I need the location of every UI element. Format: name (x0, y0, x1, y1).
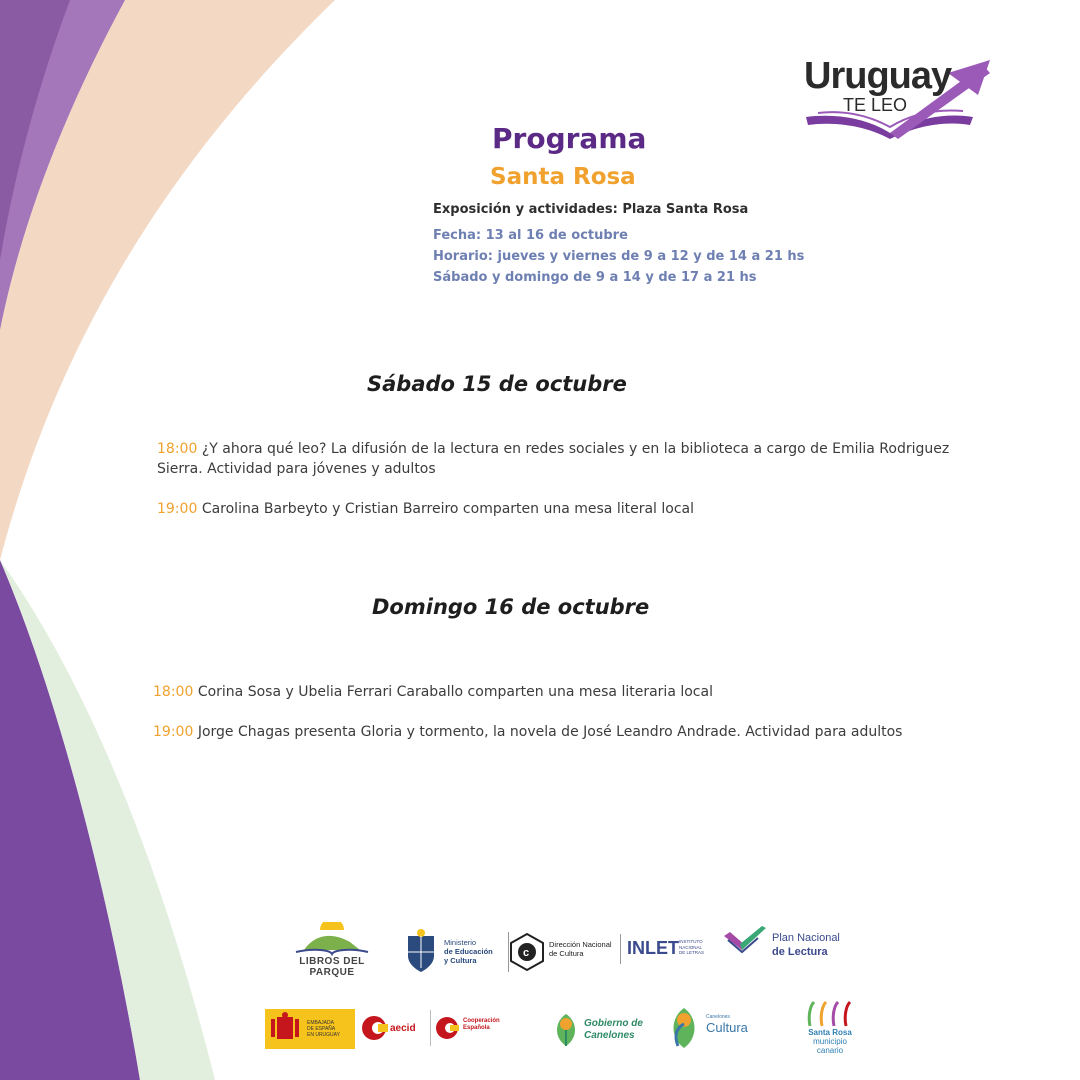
event-item (153, 722, 902, 742)
event-time: 19:00 (157, 501, 198, 517)
logo-uruguay-text: Uruguay (804, 55, 952, 97)
gobierno-canelones-logo (552, 1010, 652, 1048)
event-time: 18:00 (157, 441, 198, 457)
direccion-cultura-text: Dirección Nacional de Cultura (549, 940, 612, 958)
ministerio-text: Ministerio de Educación y Cultura (444, 938, 493, 965)
page-title: Programa (492, 122, 647, 155)
santa-rosa-municipio-logo (800, 998, 860, 1058)
date-range: Fecha: 13 al 16 de octubre (433, 228, 628, 243)
embajada-text: EMBAJADA DE ESPAÑA EN URUGUAY (307, 1020, 340, 1038)
cooperacion-c-icon (431, 1010, 461, 1046)
event-text: Corina Sosa y Ubelia Ferrari Caraballo comparten una mesa literaria local (197, 684, 713, 700)
canelones-small-text: Canelones (706, 1014, 730, 1020)
libros-del-parque-logo (290, 922, 370, 978)
event-item (153, 682, 713, 702)
canelones-cultura-logo (668, 1006, 768, 1050)
weekend-hours: Sábado y domingo de 9 a 14 y de 17 a 21 hs (433, 270, 757, 285)
open-book-icon (722, 926, 768, 956)
day-heading-saturday: Sábado 15 de octubre (367, 372, 627, 396)
coat-of-arms-icon (265, 1009, 305, 1049)
plan-nacional-text: Plan Nacional de Lectura (772, 932, 840, 958)
logo-teleo-text: TE LEO (843, 95, 908, 115)
aecid-c-icon (360, 1012, 388, 1044)
gobierno-text: Gobierno de Canelones (584, 1018, 643, 1041)
cooperacion-espanola-logo (430, 1010, 526, 1046)
shield-icon (402, 928, 440, 974)
canelones-cultura-text: Cultura (706, 1020, 748, 1035)
aecid-logo (360, 1012, 426, 1044)
hexagon-c-icon (509, 932, 545, 972)
event-text: ¿Y ahora qué leo? La difusión de la lectura en redes sociales y en la biblioteca a cargo de Emilia Rodriguez Sierra. Actividad para jóvenes y adultos (157, 441, 950, 477)
cooperacion-text: Cooperación Española (463, 1018, 500, 1031)
day-heading-sunday: Domingo 16 de octubre (372, 595, 650, 619)
santa-rosa-text: Santa Rosa municipio canario (808, 1028, 852, 1055)
page-subtitle: Santa Rosa (490, 164, 636, 190)
plan-nacional-lectura-logo (722, 926, 852, 966)
event-text: Jorge Chagas presenta Gloria y tormento, la novela de José Leandro Andrade. Actividad para adultos (197, 724, 903, 740)
event-time: 18:00 (153, 684, 194, 700)
inlet-text: INLET (627, 938, 679, 958)
uruguay-te-leo-logo (798, 55, 998, 140)
hills-book-icon (290, 922, 374, 956)
leaf-icon (552, 1010, 582, 1048)
aecid-text: aecid (390, 1023, 416, 1034)
figures-icon (800, 998, 860, 1028)
ministerio-logo (402, 928, 502, 974)
libros-del-parque-text: LIBROS DEL PARQUE (299, 956, 365, 978)
event-item (157, 439, 977, 479)
svg-text:c: c (523, 947, 530, 959)
event-item (157, 499, 694, 519)
embajada-espana-logo (265, 1009, 355, 1049)
exposition-location: Exposición y actividades: Plaza Santa Rosa (433, 202, 749, 217)
direccion-cultura-logo (508, 932, 619, 972)
event-time: 19:00 (153, 724, 194, 740)
leaf-icon (668, 1006, 704, 1050)
inlet-subtext: INSTITUTO NACIONAL DE LETRAS (679, 939, 705, 955)
event-text: Carolina Barbeyto y Cristian Barreiro comparten una mesa literal local (201, 501, 695, 517)
weekday-hours: Horario: jueves y viernes de 9 a 12 y de 14 a 21 hs (433, 249, 805, 264)
inlet-logo (620, 934, 721, 964)
